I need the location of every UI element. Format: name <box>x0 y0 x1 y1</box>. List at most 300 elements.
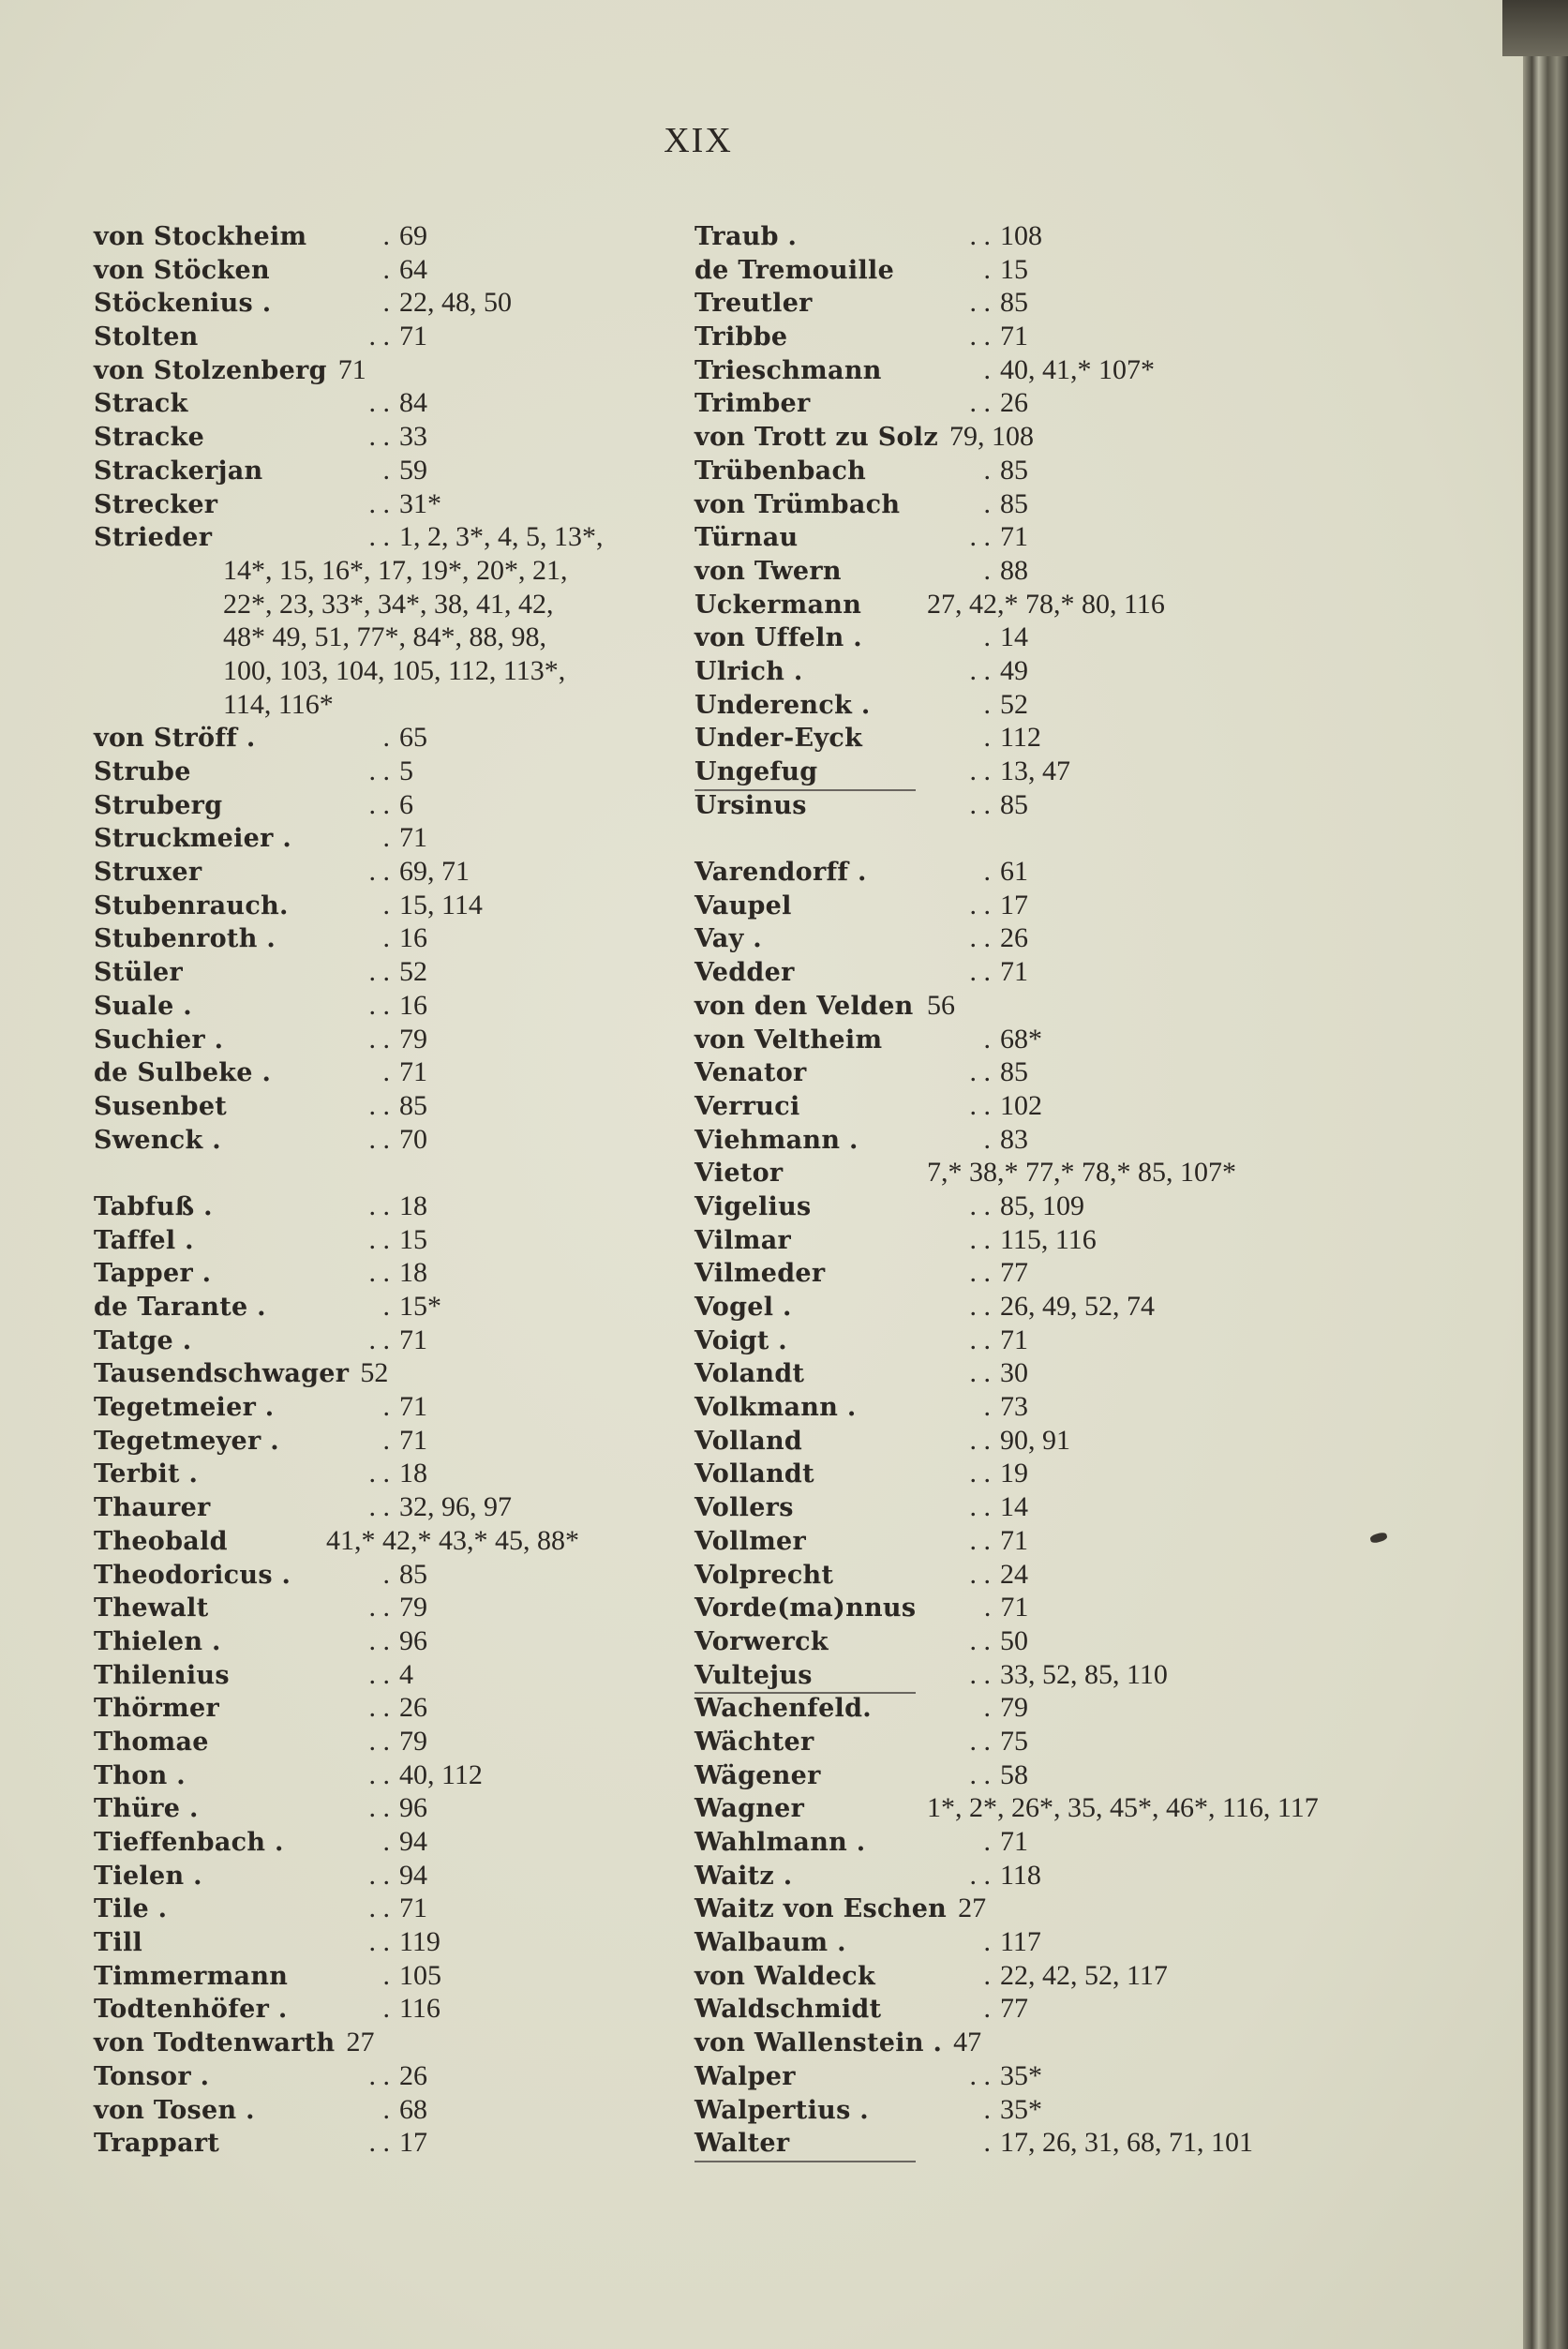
index-entry-continuation <box>94 554 604 588</box>
dot-leader: . . <box>969 1056 991 1088</box>
index-entry <box>94 955 604 989</box>
page-references: 7,* 38,* 77,* 78,* 85, 107* <box>927 1157 1236 1189</box>
page-references: 52 <box>399 956 427 988</box>
page-references: 17 <box>1000 889 1028 920</box>
index-entry <box>694 1591 1319 1624</box>
page-references: 68 <box>399 2093 427 2125</box>
blank-line <box>694 821 1319 855</box>
index-entry <box>694 2126 1319 2160</box>
dot-leader: . <box>983 554 991 586</box>
index-entry <box>694 855 1319 889</box>
page-references: 94 <box>399 1859 427 1891</box>
dot-leader: . . <box>368 1758 390 1790</box>
index-entry <box>694 1490 1319 1524</box>
entry-name: Trappart <box>94 2129 220 2159</box>
page-references: 30 <box>1000 1357 1028 1389</box>
entry-name: Vilmeder <box>694 1259 826 1289</box>
entry-name: Strackerjan <box>94 456 263 486</box>
page-references: 18 <box>399 1189 427 1221</box>
page-references: 115, 116 <box>1000 1223 1097 1255</box>
dot-leader: . . <box>969 1223 991 1255</box>
page-references: 14 <box>1000 1491 1028 1523</box>
index-entry <box>94 2126 604 2160</box>
index-entry <box>694 1089 1319 1123</box>
page-references: 35* <box>1000 2093 1042 2125</box>
entry-name: Timmermann <box>94 1961 289 1991</box>
page-references: 85 <box>399 1558 427 1590</box>
page-references: 94 <box>399 1826 427 1857</box>
page-references: 85 <box>1000 788 1028 820</box>
entry-name: Venator <box>694 1058 807 1088</box>
dot-leader: . <box>983 688 991 720</box>
dot-leader: . . <box>368 1926 390 1958</box>
entry-name: Vorwerck <box>694 1626 829 1656</box>
dot-leader: . . <box>969 788 991 820</box>
index-entry <box>694 487 1319 521</box>
page-references: 85 <box>1000 1056 1028 1088</box>
dot-leader: . . <box>969 1189 991 1221</box>
page-references: 116 <box>399 1993 441 2025</box>
entry-name: von Stockheim <box>94 222 307 251</box>
page-references: 71 <box>399 1056 427 1088</box>
index-entry <box>694 1156 1319 1189</box>
index-entry <box>694 1791 1319 1825</box>
entry-name: Tribbe <box>694 322 788 352</box>
page-references: 14*, 15, 16*, 17, 19*, 20*, 21, <box>223 554 568 586</box>
page-references: 85 <box>1000 287 1028 319</box>
dot-leader: . . <box>368 756 390 786</box>
entry-name: Waitz von Eschen <box>694 1894 948 1924</box>
page-references: 40, 41,* 107* <box>1000 353 1155 385</box>
dot-leader: . <box>983 1023 991 1055</box>
dot-leader: . <box>382 1826 390 1857</box>
page-references: 108 <box>1000 220 1042 251</box>
index-entry <box>694 1624 1319 1658</box>
index-entry <box>694 2093 1319 2127</box>
index-entry <box>94 721 604 755</box>
index-entry <box>694 1324 1319 1357</box>
entry-name: von Trümbach <box>694 489 901 519</box>
dot-leader: . <box>382 253 390 285</box>
page-number: XIX <box>664 121 733 160</box>
index-entry <box>694 520 1319 554</box>
page-references: 105 <box>399 1959 441 1991</box>
entry-name: Vultejus <box>694 1659 916 1695</box>
entry-name: Tielen . <box>94 1861 202 1891</box>
index-entry <box>94 821 604 855</box>
entry-name: Wachenfeld. <box>694 1694 872 1724</box>
dot-leader: . <box>382 220 390 251</box>
page-references: 90, 91 <box>1000 1424 1070 1456</box>
dot-leader: . . <box>368 421 390 453</box>
page-references: 15* <box>399 1291 441 1322</box>
page-references: 117 <box>1000 1926 1041 1958</box>
index-entry <box>94 320 604 353</box>
entry-name: von Todtenwarth <box>94 2028 336 2058</box>
page-references: 71 <box>1000 521 1028 553</box>
dot-leader: . <box>382 1959 390 1991</box>
page-references: 13, 47 <box>1000 756 1070 786</box>
entry-name: Walbaum . <box>694 1928 846 1958</box>
page-references: 71 <box>1000 1324 1028 1355</box>
dot-leader: . . <box>368 1089 390 1121</box>
index-entry <box>694 1055 1319 1089</box>
dot-leader: . <box>382 454 390 486</box>
page-references: 71 <box>337 353 366 385</box>
entry-name: Stubenrauch. <box>94 890 289 920</box>
index-entry <box>94 286 604 320</box>
dot-leader: . . <box>969 321 991 352</box>
entry-name: von Stolzenberg <box>94 355 327 385</box>
index-entry <box>694 788 1319 822</box>
index-entry <box>94 353 604 387</box>
entry-name: Waitz . <box>694 1861 793 1891</box>
index-entry <box>94 1390 604 1424</box>
index-column-left <box>94 219 604 2160</box>
entry-name: Strecker <box>94 489 218 519</box>
dot-leader: . . <box>969 1089 991 1121</box>
index-entry <box>694 921 1319 955</box>
dot-leader: . . <box>969 1725 991 1757</box>
index-entry <box>94 386 604 420</box>
index-entry <box>94 1791 604 1825</box>
page-references: 61 <box>1000 856 1028 888</box>
entry-name: Wahlmann . <box>694 1828 866 1857</box>
index-entry <box>694 386 1319 420</box>
entry-name: Varendorff . <box>694 858 867 888</box>
entry-name: Struxer <box>94 858 202 888</box>
page-references: 71 <box>399 1391 427 1423</box>
page-references: 33, 52, 85, 110 <box>1000 1658 1168 1690</box>
index-entry <box>694 1758 1319 1792</box>
page-references: 71 <box>1000 1592 1029 1623</box>
page-references: 27 <box>346 2027 375 2058</box>
dot-leader: . <box>983 621 991 653</box>
page-edge <box>1523 0 1568 2349</box>
dot-leader: . . <box>969 1257 991 1289</box>
index-entry <box>694 1223 1319 1257</box>
index-entry <box>94 855 604 889</box>
entry-name: Ulrich . <box>694 656 803 686</box>
index-entry <box>94 1892 604 1925</box>
page-references: 77 <box>1000 1257 1028 1289</box>
index-entry <box>94 1256 604 1290</box>
entry-name: Tegetmeier . <box>94 1393 275 1423</box>
dot-leader: . . <box>368 1123 390 1155</box>
dot-leader: . <box>382 1993 390 2025</box>
page-references: 52 <box>360 1357 389 1389</box>
index-entry <box>94 1558 604 1592</box>
page-references: 71 <box>399 822 427 854</box>
dot-leader: . . <box>368 387 390 419</box>
entry-name: Ungefug <box>694 756 916 791</box>
entry-name: Vigelius <box>694 1191 812 1221</box>
dot-leader: . . <box>969 1291 991 1322</box>
entry-name: de Sulbeke . <box>94 1058 272 1088</box>
entry-name: Strube <box>94 757 191 786</box>
dot-leader: . . <box>969 2059 991 2091</box>
index-entry <box>94 1223 604 1257</box>
entry-name: Türnau <box>694 523 799 553</box>
index-entry <box>694 955 1319 989</box>
entry-name: Verruci <box>694 1091 800 1121</box>
index-entry <box>94 2093 604 2127</box>
page-references: 1*, 2*, 26*, 35, 45*, 46*, 116, 117 <box>927 1792 1319 1824</box>
page-references: 15 <box>399 1223 427 1255</box>
entry-name: Walter <box>694 2127 916 2162</box>
page-references: 71 <box>1000 1826 1028 1857</box>
entry-name: Stracke <box>94 423 205 453</box>
page-references: 16 <box>399 922 427 954</box>
index-entry <box>94 253 604 287</box>
entry-name: von Waldeck <box>694 1961 875 1991</box>
index-entry <box>94 1725 604 1758</box>
entry-name: von Ströff . <box>94 724 256 754</box>
page-references: 58 <box>1000 1758 1028 1790</box>
page-references: 85 <box>1000 454 1028 486</box>
page-references: 17 <box>399 2127 427 2159</box>
page-references: 5 <box>399 756 413 786</box>
index-entry <box>694 755 1319 788</box>
index-entry <box>94 487 604 521</box>
entry-name: Volland <box>694 1426 803 1456</box>
index-entry <box>694 889 1319 922</box>
page-references: 65 <box>399 722 427 754</box>
dot-leader: . <box>983 1993 991 2025</box>
page-references: 32, 96, 97 <box>399 1491 512 1523</box>
index-entry <box>694 989 1319 1023</box>
page-references: 73 <box>1000 1391 1028 1423</box>
page-references: 31* <box>399 487 441 519</box>
entry-name: Vaupel <box>694 890 792 920</box>
entry-name: Wägener <box>694 1760 821 1790</box>
page-references: 56 <box>927 989 955 1021</box>
entry-name: Susenbet <box>94 1091 228 1121</box>
index-entry <box>694 1290 1319 1324</box>
index-entry <box>694 286 1319 320</box>
entry-name: Taffel . <box>94 1225 194 1255</box>
index-entry <box>694 654 1319 688</box>
entry-name: Tieffenbach . <box>94 1828 284 1857</box>
entry-name: Strieder <box>94 523 213 553</box>
entry-name: von den Velden <box>694 991 914 1021</box>
dot-leader: . . <box>969 889 991 920</box>
page-references: 71 <box>1000 321 1028 352</box>
page-references: 79 <box>399 1023 427 1055</box>
index-entry-continuation <box>94 654 604 688</box>
entry-name: Vorde(ma)nnus <box>694 1593 917 1623</box>
dot-leader: . <box>983 353 991 385</box>
entry-name: Vollers <box>694 1493 794 1523</box>
page-references: 47 <box>953 2027 982 2058</box>
dot-leader: . <box>983 1692 991 1724</box>
index-column-right <box>694 219 1319 2160</box>
index-entry <box>94 420 604 454</box>
page-references: 85 <box>1000 487 1028 519</box>
entry-name: Stüler <box>94 958 184 988</box>
index-entry <box>694 588 1319 621</box>
page-references: 79 <box>399 1725 427 1757</box>
page-references: 27, 42,* 78,* 80, 116 <box>927 588 1165 620</box>
page-references: 71 <box>399 1324 427 1355</box>
entry-name: de Tremouille <box>694 255 895 285</box>
index-entry <box>694 1189 1319 1223</box>
dot-leader: . . <box>969 1658 991 1690</box>
page-references: 71 <box>399 1424 427 1456</box>
index-entry <box>94 1055 604 1089</box>
page-references: 85 <box>399 1089 427 1121</box>
page-references: 96 <box>399 1624 427 1656</box>
blank-line <box>94 1156 604 1189</box>
dot-leader: . . <box>368 1725 390 1757</box>
page-references: 35* <box>1000 2059 1042 2091</box>
index-entry <box>94 921 604 955</box>
entry-name: Volprecht <box>694 1560 834 1590</box>
dot-leader: . . <box>969 387 991 419</box>
entry-name: Uckermann <box>694 590 862 620</box>
entry-name: Voigt . <box>694 1325 787 1355</box>
entry-name: Stolten <box>94 322 199 352</box>
page-references: 1, 2, 3*, 4, 5, 13*, <box>399 521 604 553</box>
index-entry <box>694 1424 1319 1458</box>
index-entry <box>94 788 604 822</box>
page-references: 52 <box>1000 688 1028 720</box>
index-entry <box>694 554 1319 588</box>
page-references: 49 <box>1000 654 1028 686</box>
dot-leader: . . <box>368 788 390 820</box>
page-references: 15 <box>1000 253 1028 285</box>
page-references: 24 <box>1000 1558 1028 1590</box>
entry-name: Thielen . <box>94 1626 221 1656</box>
page-references: 22*, 23, 33*, 34*, 38, 41, 42, <box>223 588 554 620</box>
index-entry-continuation <box>94 621 604 654</box>
dot-leader: . . <box>368 1223 390 1255</box>
index-entry <box>94 2026 604 2059</box>
page-references: 27 <box>958 1893 987 1924</box>
dot-leader: . <box>983 1123 991 1155</box>
entry-name: Vietor <box>694 1159 784 1189</box>
entry-name: Volkmann . <box>694 1393 857 1423</box>
index-entry <box>694 253 1319 287</box>
entry-name: Stubenroth . <box>94 924 276 954</box>
entry-name: Vollandt <box>694 1459 814 1489</box>
dot-leader: . . <box>969 220 991 251</box>
page-references: 96 <box>399 1792 427 1824</box>
dot-leader: . <box>382 287 390 319</box>
entry-name: von Stöcken <box>94 255 270 285</box>
page-references: 18 <box>399 1257 427 1289</box>
index-entry <box>694 1859 1319 1893</box>
entry-name: Tabfuß . <box>94 1191 213 1221</box>
page-references: 69 <box>399 220 427 251</box>
index-entry <box>94 1290 604 1324</box>
dot-leader: . <box>983 856 991 888</box>
index-entry-continuation <box>94 588 604 621</box>
index-entry <box>694 1658 1319 1692</box>
index-entry <box>694 1892 1319 1925</box>
dot-leader: . <box>983 1926 991 1958</box>
dot-leader: . . <box>368 989 390 1021</box>
entry-name: Trübenbach <box>694 456 867 486</box>
index-entry <box>694 2026 1319 2059</box>
entry-name: Tonsor . <box>94 2061 210 2091</box>
entry-name: Walper <box>694 2061 796 2091</box>
index-entry <box>94 1123 604 1157</box>
index-entry <box>694 1524 1319 1558</box>
page-references: 26 <box>1000 922 1028 954</box>
entry-name: Traub . <box>694 222 798 251</box>
dot-leader: . . <box>368 2059 390 2091</box>
index-entry <box>94 1023 604 1056</box>
index-entry <box>94 1324 604 1357</box>
page-references: 6 <box>399 788 413 820</box>
page-references: 50 <box>1000 1624 1028 1656</box>
index-entry <box>94 1424 604 1458</box>
dot-leader: . . <box>368 1859 390 1891</box>
page-references: 75 <box>1000 1725 1028 1757</box>
dot-leader: . . <box>368 956 390 988</box>
index-entry <box>694 1558 1319 1592</box>
page-references: 22, 48, 50 <box>399 287 512 319</box>
page-references: 33 <box>399 421 427 453</box>
index-entry <box>94 1591 604 1624</box>
index-entry <box>94 1356 604 1390</box>
entry-name: Thilenius <box>94 1660 230 1690</box>
dot-leader: . . <box>969 1558 991 1590</box>
entry-name: Thewalt <box>94 1593 209 1623</box>
dot-leader: . . <box>969 756 991 786</box>
page-references: 40, 112 <box>399 1758 483 1790</box>
entry-name: Under-Eyck <box>694 724 863 754</box>
index-entry <box>94 1825 604 1859</box>
dot-leader: . . <box>368 1624 390 1656</box>
index-entry <box>94 1992 604 2026</box>
entry-name: von Trott zu Solz <box>694 423 938 453</box>
dot-leader: . <box>382 1424 390 1456</box>
page-references: 84 <box>399 387 427 419</box>
index-entry <box>94 1089 604 1123</box>
page-references: 118 <box>1000 1859 1041 1891</box>
dot-leader: . . <box>368 521 390 553</box>
page-references: 77 <box>1000 1993 1028 2025</box>
index-entry <box>694 1925 1319 1959</box>
dot-leader: . . <box>969 287 991 319</box>
page-references: 68* <box>1000 1023 1042 1055</box>
entry-name: Volandt <box>694 1359 805 1389</box>
dot-leader: . <box>382 922 390 954</box>
entry-name: Tapper . <box>94 1259 212 1289</box>
index-entry <box>694 420 1319 454</box>
page-references: 79 <box>1000 1692 1028 1724</box>
dot-leader: . <box>983 2093 991 2125</box>
page-references: 114, 116* <box>223 688 334 720</box>
entry-name: Strack <box>94 389 188 419</box>
dot-leader: . . <box>969 1624 991 1656</box>
page-references: 69, 71 <box>399 856 470 888</box>
dot-leader: . . <box>969 1357 991 1389</box>
entry-name: Todtenhöfer . <box>94 1995 288 2025</box>
dot-leader: . . <box>368 856 390 888</box>
index-entry <box>694 1457 1319 1490</box>
index-entry-continuation <box>94 688 604 722</box>
dot-leader: . . <box>368 1458 390 1489</box>
page-references: 26 <box>1000 387 1028 419</box>
entry-name: Vogel . <box>694 1293 792 1322</box>
entry-name: Suchier . <box>94 1025 224 1055</box>
page-references: 102 <box>1000 1089 1042 1121</box>
index-entry <box>94 755 604 788</box>
dot-leader: . . <box>969 654 991 686</box>
